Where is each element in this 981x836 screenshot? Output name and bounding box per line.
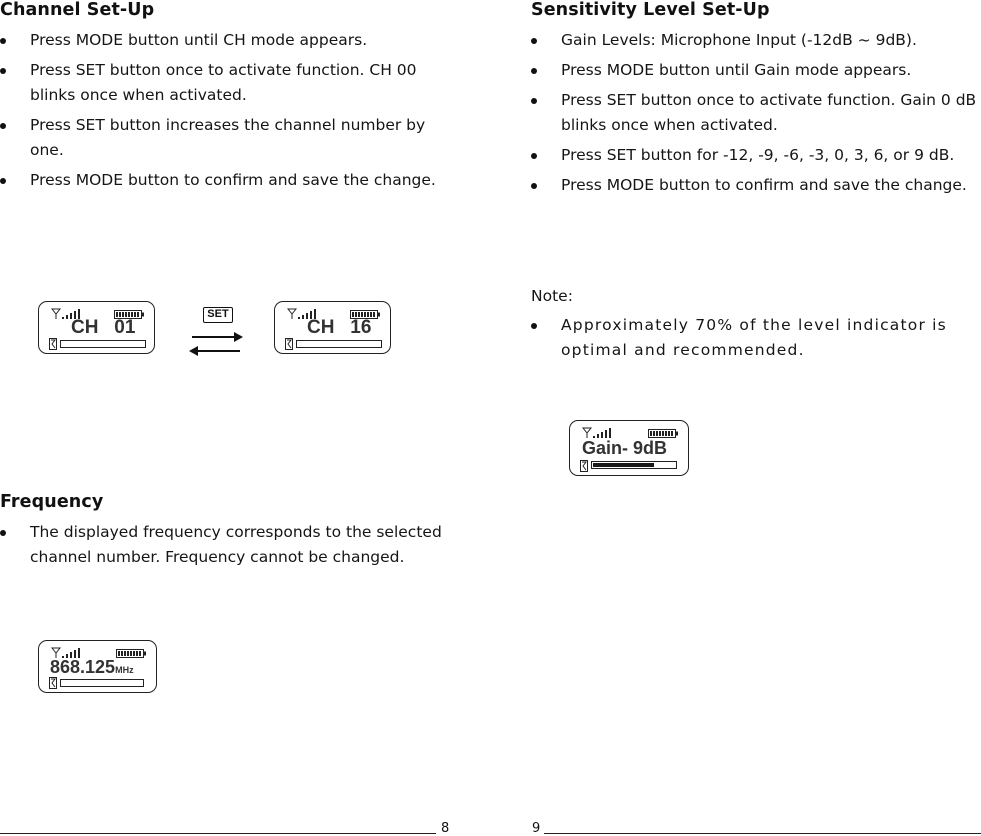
channel-setup-list	[0, 28, 445, 198]
arrow-left-icon	[189, 346, 240, 356]
note-list	[531, 313, 981, 368]
list-item: Press SET button for -12, -9, -6, -3, 0, 3, 6, or 9 dB.	[531, 143, 981, 168]
lcd-channel-readout: CH 16	[307, 317, 372, 338]
bullet-icon	[531, 153, 537, 159]
lcd-channel-readout: CH 01	[71, 317, 136, 338]
list-item: Press MODE button to confirm and save the change.	[0, 168, 445, 193]
bullet-icon	[0, 68, 6, 74]
list-item: Press MODE button to confirm and save the change.	[531, 173, 981, 198]
level-bar	[60, 679, 144, 687]
bullet-icon	[531, 183, 537, 189]
list-item: Approximately 70% of the level indicator is optimal and recommended.	[531, 313, 981, 363]
sensitivity-heading: Sensitivity Level Set-Up	[531, 0, 770, 20]
page-number: 9	[532, 821, 541, 836]
lcd-display-frequency	[38, 640, 157, 693]
arrows-graphic	[188, 328, 244, 358]
microphone-icon	[285, 338, 293, 350]
sensitivity-list	[531, 28, 981, 203]
page-number: 8	[441, 821, 450, 836]
bullet-icon	[531, 98, 537, 104]
channel-setup-heading: Channel Set-Up	[0, 0, 155, 20]
left-page	[0, 0, 460, 836]
lcd-display-channel-16	[274, 301, 391, 354]
set-key-label: SET	[203, 307, 233, 323]
list-item: Press SET button once to activate function. CH 00 blinks once when activated.	[0, 58, 445, 108]
note-label: Note:	[531, 287, 573, 305]
right-page	[531, 0, 981, 836]
lcd-display-gain	[569, 420, 689, 476]
frequency-heading: Frequency	[0, 492, 104, 512]
bullet-icon	[531, 68, 537, 74]
battery-icon	[648, 429, 678, 438]
bullet-icon	[0, 178, 6, 184]
list-item: Press SET button increases the channel number by one.	[0, 113, 445, 163]
footer-rule	[544, 833, 981, 834]
list-item: Press SET button once to activate function. Gain 0 dB blinks once when activated.	[531, 88, 981, 138]
list-item: Press MODE button until Gain mode appears.	[531, 58, 981, 83]
lcd-gain-readout: Gain- 9dB	[582, 438, 668, 458]
microphone-icon	[580, 460, 588, 472]
footer-rule	[0, 833, 436, 834]
gain-level-fill	[593, 463, 654, 467]
lcd-frequency-readout: 868.125MHz	[50, 657, 134, 677]
level-bar	[60, 340, 146, 348]
microphone-icon	[49, 338, 57, 350]
bullet-icon	[0, 530, 6, 536]
gain-level-bar	[591, 461, 677, 469]
frequency-list	[0, 520, 445, 575]
list-item: Press MODE button until CH mode appears.	[0, 28, 445, 53]
list-item: Gain Levels: Microphone Input (-12dB ~ 9dB).	[531, 28, 981, 53]
level-bar	[296, 340, 382, 348]
lcd-display-channel-01	[38, 301, 155, 354]
list-item: The displayed frequency corresponds to the selected channel number. Frequency cannot be changed.	[0, 520, 445, 570]
bullet-icon	[0, 123, 6, 129]
microphone-icon	[49, 677, 57, 689]
bullet-icon	[0, 38, 6, 44]
bullet-icon	[531, 38, 537, 44]
arrow-right-icon	[192, 332, 243, 342]
bullet-icon	[531, 323, 537, 329]
